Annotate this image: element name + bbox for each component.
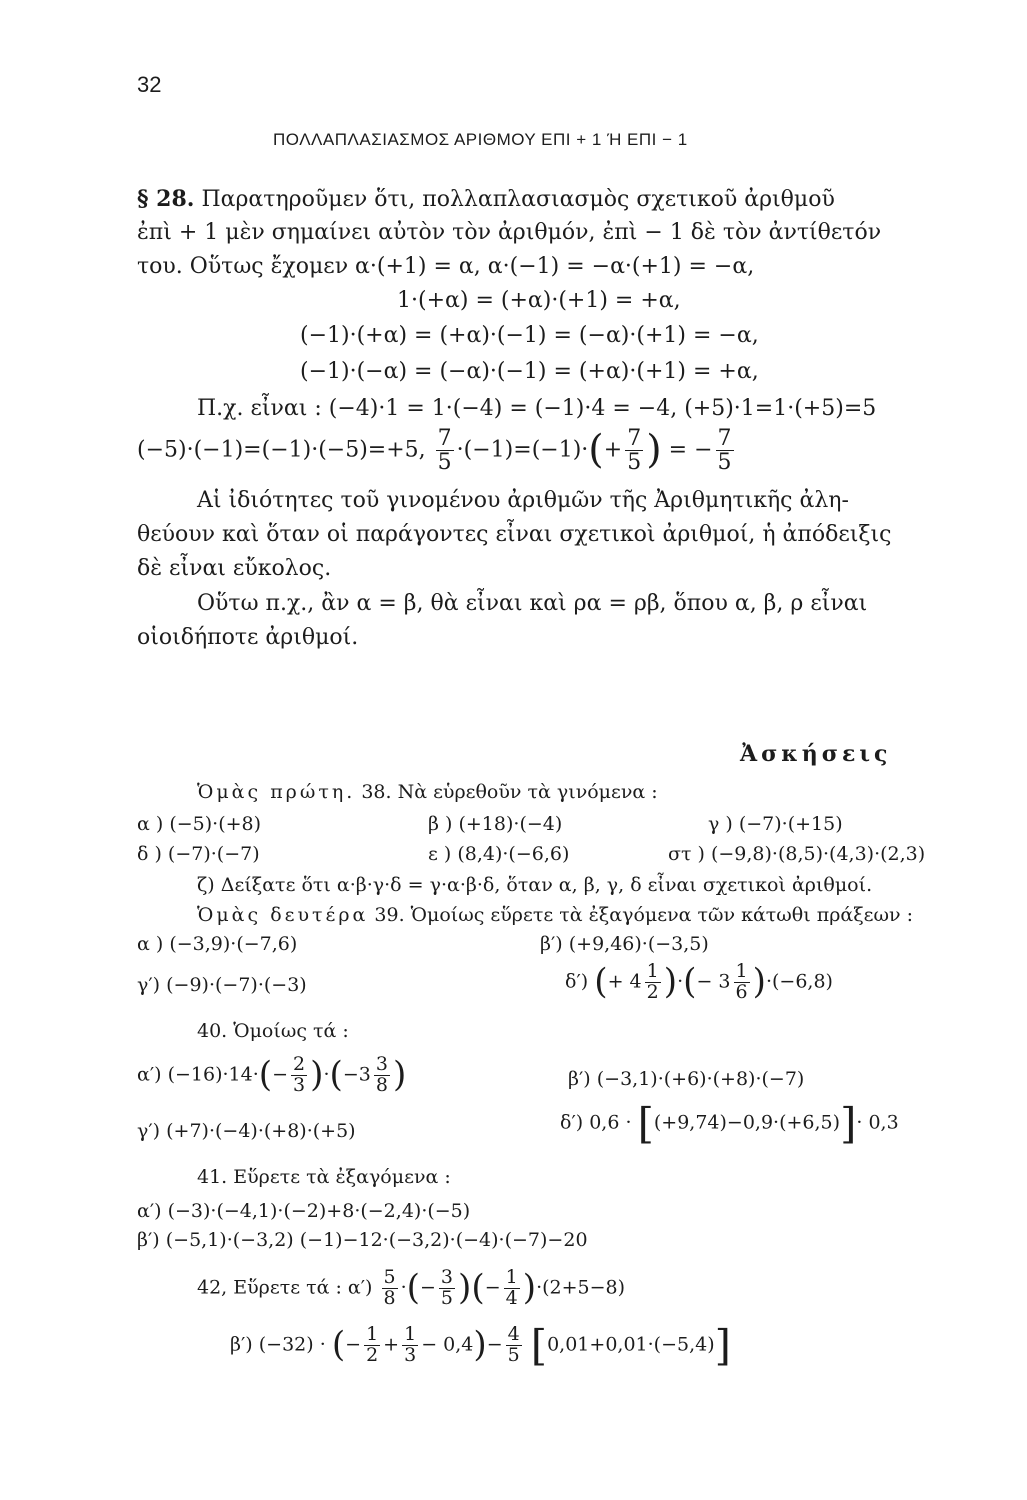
fraction — [506, 1325, 522, 1366]
item-prefix: α′) (−16)·14· — [137, 1063, 259, 1086]
fraction — [504, 1268, 520, 1309]
denominator: 5 — [717, 450, 732, 476]
exercise-38-st: στ ) (−9,8)·(8,5)·(4,3)·(2,3) — [668, 843, 926, 865]
numerator: 1 — [505, 1266, 518, 1288]
whole-part: − 3 — [696, 970, 731, 993]
numerator: 1 — [646, 960, 659, 982]
paragraph-3-line-2: οἱοιδήποτε ἀριθμοί. — [137, 625, 359, 650]
exercise-38-z: ζ) Δείξατε ὅτι α·β·γ·δ = γ·α·β·δ, ὅταν α, β, γ, δ εἶναι σχετικοὶ ἀριθμοί. — [197, 874, 873, 896]
denominator: 3 — [293, 1073, 306, 1096]
exercise-40-d: δ′) 0,6 · [(+9,74)−0,9·(+6,5)]· 0,3 — [560, 1099, 899, 1148]
example-part-a: (−5)·(−1)=(−1)·(−5)=+5, — [137, 437, 426, 463]
exercise-42-a: 42, Εὕρετε τά : α′) $\frac{5}{8}$ ·(− $\frac{3}{5}$ )(− $\frac{1}{4}$ )·(2+5−8) — [197, 1266, 626, 1309]
exercise-38-b: β ) (+18)·(−4) — [428, 813, 563, 835]
sign: − — [272, 1063, 289, 1086]
sign: − — [345, 1333, 362, 1356]
exercise-38-a: α ) (−5)·(+8) — [137, 813, 262, 835]
numerator: 3 — [440, 1266, 454, 1288]
section-28-line-2: ἐπὶ + 1 μὲν σημαίνει αὐτὸν τὸν ἀριθμόν, ἐπὶ − 1 δὲ τὸν ἀντίθετόν — [137, 220, 882, 245]
bracket-content: (+9,74)−0,9·(+6,5) — [653, 1111, 841, 1134]
group-label: Ὁμὰς δευτέρα — [197, 904, 369, 926]
fraction — [439, 1268, 455, 1309]
denominator: 2 — [366, 1343, 379, 1366]
denominator: 4 — [505, 1286, 518, 1309]
numerator: 7 — [717, 426, 732, 451]
denominator: 8 — [375, 1073, 388, 1096]
exercise-38-c: γ ) (−7)·(+15) — [708, 813, 843, 835]
example-line-1: Π.χ. εἶναι : (−4)·1 = 1·(−4) = (−1)·4 = −4, (+5)·1=1·(+5)=5 — [197, 396, 877, 421]
exercise-38-e: ε ) (8,4)·(−6,6) — [428, 843, 570, 865]
term: − 0,4 — [421, 1333, 474, 1356]
numerator: 1 — [366, 1323, 379, 1345]
numerator: 5 — [383, 1266, 396, 1288]
exercise-39-d: δ′) (+ 4 $\frac{1}{2}$ )·(− 3 $\frac{1}{6}$ )·(−6,8) — [565, 960, 833, 1003]
fraction — [374, 1055, 390, 1096]
fraction — [382, 1268, 398, 1309]
exercise-41-b: β′) (−5,1)·(−3,2) (−1)−12·(−3,2)·(−4)·(−7)−20 — [137, 1229, 588, 1251]
group-label: Ὁμὰς πρώτη. — [197, 781, 356, 803]
denominator: 5 — [627, 450, 642, 476]
identity-2: (−1)·(+α) = (+α)·(−1) = (−α)·(+1) = −α, — [300, 323, 759, 348]
identity-1: 1·(+α) = (+α)·(+1) = +α, — [397, 288, 681, 313]
exercise-41-intro: 41. Εὕρετε τὰ ἐξαγόμενα : — [197, 1166, 451, 1188]
whole-part: −3 — [342, 1063, 371, 1086]
exercise-38-d: δ ) (−7)·(−7) — [137, 843, 260, 865]
whole-part: + 4 — [607, 970, 642, 993]
sign: − — [420, 1276, 436, 1299]
item-label: δ′) — [565, 970, 589, 993]
denominator: 8 — [383, 1286, 396, 1309]
exercise-39-a: α ) (−3,9)·(−7,6) — [137, 933, 298, 955]
denominator: 3 — [404, 1343, 417, 1366]
exercise-39-b: β′) (+9,46)·(−3,5) — [540, 933, 709, 955]
exercise-40-b: β′) (−3,1)·(+6)·(+8)·(−7) — [568, 1068, 805, 1090]
sign: − — [486, 1333, 503, 1356]
fraction — [645, 962, 661, 1003]
fraction — [364, 1325, 380, 1366]
exercise-39-intro: 39. Ὁμοίως εὕρετε τὰ ἐξαγόμενα τῶν κάτωθι πράξεων : — [374, 904, 914, 926]
tail: ·(2+5−8) — [536, 1276, 626, 1299]
tail: · 0,3 — [856, 1111, 899, 1134]
section-28-line-3: του. Οὕτως ἔχομεν α·(+1) = α, α·(−1) = −α·(+1) = −α, — [137, 254, 755, 279]
section-28-line-1 — [137, 188, 835, 211]
numerator: 4 — [507, 1323, 520, 1345]
numerator: 3 — [375, 1053, 388, 1075]
example-line-2: (−5)·(−1)=(−1)·(−5)=+5, $\frac{7}{5}$ ·(−1)=(−1)·(+ $\frac{7}{5}$ ) = − $\frac{7}{5}$ — [137, 426, 732, 476]
numerator: 1 — [735, 960, 748, 982]
bracket-content: 0,01+0,01·(−5,4) — [547, 1333, 715, 1356]
numerator: 7 — [437, 426, 452, 451]
exercise-40-intro: 40. Ὁμοίως τά : — [197, 1020, 349, 1042]
paragraph-2-line-2: θεύουν καὶ ὅταν οἱ παράγοντες εἶναι σχετικοὶ ἀριθμοί, ἡ ἀπόδειξις — [137, 522, 892, 547]
denominator: 5 — [437, 450, 452, 476]
numerator: 7 — [627, 426, 642, 451]
denominator: 6 — [735, 980, 748, 1003]
denominator: 5 — [440, 1286, 454, 1309]
item-prefix: 42, Εὕρετε τά : α′) — [197, 1276, 373, 1299]
sign: − — [484, 1276, 501, 1299]
numerator: 2 — [293, 1053, 306, 1075]
fraction — [291, 1055, 307, 1096]
exercise-39-c: γ′) (−9)·(−7)·(−3) — [137, 974, 307, 996]
item-prefix: δ′) 0,6 · — [560, 1111, 632, 1134]
item-prefix: β′) (−32) · — [230, 1333, 326, 1356]
paragraph-2-line-3: δὲ εἶναι εὔκολος. — [137, 556, 332, 581]
exercise-38-intro: 38. Νὰ εὑρεθοῦν τὰ γινόμενα : — [361, 781, 658, 803]
denominator: 2 — [646, 980, 659, 1003]
sign: + — [603, 437, 623, 463]
fraction — [436, 427, 454, 474]
section-number: § 28. — [137, 186, 195, 212]
exercise-40-c: γ′) (+7)·(−4)·(+8)·(+5) — [137, 1120, 356, 1142]
paragraph-3-line-1: Οὕτω π.χ., ἂν α = β, θὰ εἶναι καὶ ρα = ρβ, ὅπου α, β, ρ εἶναι — [197, 591, 868, 616]
fraction — [734, 962, 750, 1003]
denominator: 5 — [507, 1343, 520, 1366]
fraction — [625, 427, 643, 474]
exercise-41-a: α′) (−3)·(−4,1)·(−2)+8·(−2,4)·(−5) — [137, 1200, 471, 1222]
equals: = − — [668, 437, 713, 463]
sign: + — [383, 1333, 400, 1356]
example-part-b: ·(−1)=(−1)· — [456, 437, 589, 463]
running-header: ΠΟΛΛΑΠΛΑΣΙΑΣΜΟΣ ΑΡΙΘΜΟΥ ΕΠΙ + 1 Ή ΕΠΙ − 1 — [273, 130, 688, 149]
group-2-heading — [197, 906, 913, 925]
exercises-title: Ἀσκήσεις — [740, 741, 892, 767]
identity-3: (−1)·(−α) = (−α)·(−1) = (+α)·(+1) = +α, — [300, 359, 759, 384]
numerator: 1 — [404, 1323, 417, 1345]
fraction — [716, 427, 734, 474]
paragraph-2-line-1: Αἱ ἰδιότητες τοῦ γινομένου ἀριθμῶν τῆς Ἀριθμητικῆς ἀλη- — [197, 488, 849, 513]
section-text: Παρατηροῦμεν ὅτι, πολλαπλασιασμὸς σχετικοῦ ἀριθμοῦ — [201, 187, 835, 212]
exercise-42-b: β′) (−32) · (− $\frac{1}{2}$ + $\frac{1}{3}$ − 0,4)− $\frac{4}{5}$ [0,01+0,01·(−5,4)] — [230, 1320, 731, 1370]
tail: ·(−6,8) — [765, 970, 833, 993]
page-number: 32 — [137, 72, 162, 97]
exercise-40-a: α′) (−16)·14·(− $\frac{2}{3}$ )·(−3 $\frac{3}{8}$ ) — [137, 1053, 407, 1096]
fraction — [402, 1325, 418, 1366]
group-1-heading — [197, 783, 658, 802]
